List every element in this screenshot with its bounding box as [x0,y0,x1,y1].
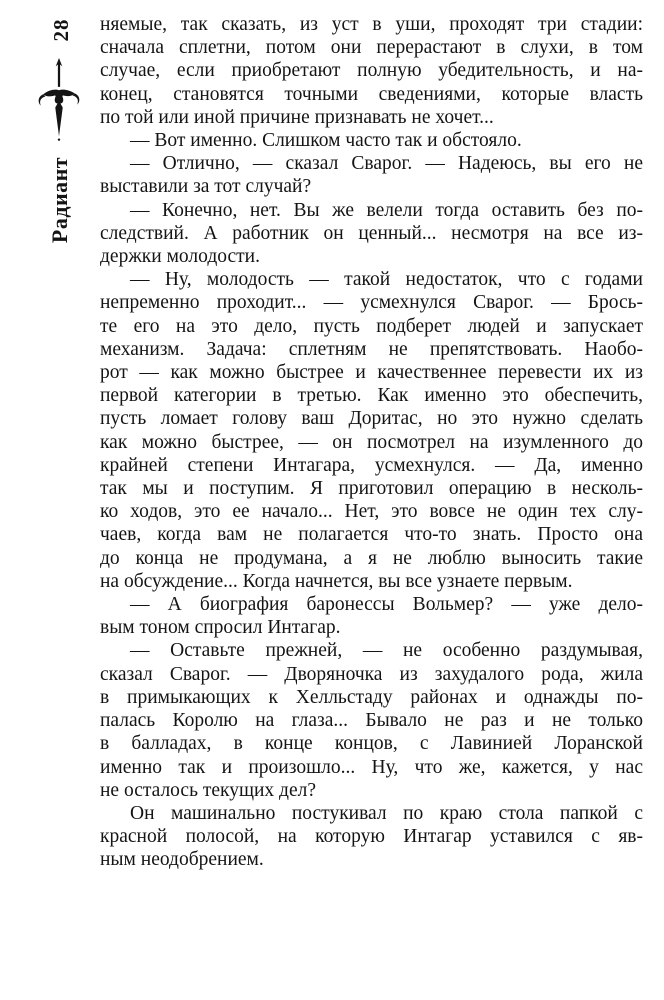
text-line: рот — как можно быстрее и качественнее перевести их из [100,362,643,384]
text-line: до конца не продумана, а я не люблю выносить такие [100,547,643,569]
text-line: сначала сплетни, потом они перерастают в слухи, в том [100,37,643,59]
text-line: сказал Сварог. — Дворяночка из захудалого рода, жила [100,663,643,685]
text-line: следствий. А работник он ценный... несмотря на все из- [100,222,643,244]
text-line: непременно проходит... — усмехнулся Сварог. — Брось- [100,292,643,314]
text-line: первой категории в третью. Как именно это обеспечить, [100,385,643,407]
text-line: как можно быстрее, — он посмотрел на изумленного до [100,431,643,453]
text-line: вым тоном спросил Интагар. [100,617,341,639]
text-line: в примыкающих к Хелльстаду районах и однажды по- [100,686,643,708]
page-text [100,13,643,872]
text-line: так мы и поступим. Я приготовил операцию в несколь- [100,478,643,500]
text-line: именно так и произошло... Ну, что же, кажется, у нас [100,756,643,778]
text-line: по той или иной причине признавать не хочет... [100,106,494,128]
running-title: Радиант [47,156,72,244]
text-line: случае, если приобретают полную убедительность, и на- [100,60,643,82]
text-line: те его на это дело, пусть подберет людей и запускает [100,315,643,337]
text-line: — А биография баронессы Вольмер? — уже дело- [130,594,643,616]
text-line: ным неодобрением. [100,849,264,871]
text-line: — Вот именно. Слишком часто так и обстояло. [130,130,522,152]
text-line: — Оставьте прежней, — не особенно раздумывая, [130,640,643,662]
text-line: Он машинально постукивал по краю стола папкой с [130,802,643,824]
text-line: ко ходов, это ее начало... Нет, это вовсе не один тех слу- [100,501,643,523]
text-line: чаев, когда вам не полагается что-то знать. Просто она [100,524,643,546]
text-line: на обсуждение... Когда начнется, вы все узнаете первым. [100,570,573,592]
text-line: держки молодости. [100,246,260,268]
text-line: механизм. Задача: сплетням не препятствовать. Наобо- [100,338,643,360]
text-line: красной полосой, на которую Интагар уставился с яв- [100,826,643,848]
text-line: няемые, так сказать, из уст в уши, проходят три стадии: [100,14,643,35]
text-line: конец, становятся точными сведениями, которые власть [100,83,643,105]
text-line: пусть ломает голову ваш Доритас, но это нужно сделать [100,408,643,430]
text-line: в балладах, в конце концов, с Лавинией Лоранской [100,733,643,755]
text-line: — Ну, молодость — такой недостаток, что с годами [130,269,643,291]
text-line: — Отлично, — сказал Сварог. — Надеюсь, вы его не [130,153,643,175]
text-line: крайней степени Интагара, усмехнулся. — Да, именно [100,454,643,476]
text-line: не осталось текущих дел? [100,779,316,801]
text-line: палась Королю на глаза... Бывало не раз и не только [100,710,643,732]
page-number: 28 [48,18,73,42]
text-line: — Конечно, нет. Вы же велели тогда оставить без по- [130,199,643,221]
text-line: выставили за тот случай? [100,176,312,198]
